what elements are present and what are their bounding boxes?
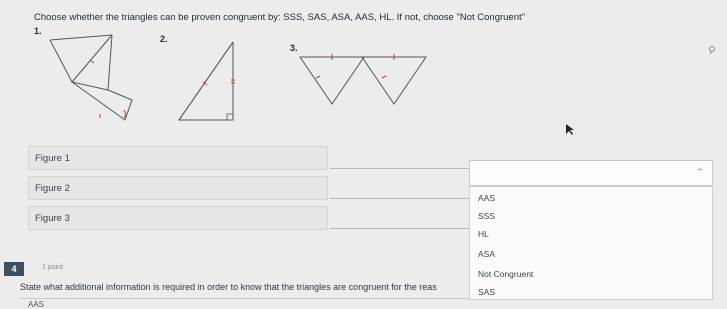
option-hl[interactable]: HL	[478, 229, 489, 239]
figure-number-1: 1.	[34, 26, 42, 36]
answer-input[interactable]: AAS	[28, 300, 45, 309]
figure-3-row: Figure 3	[28, 206, 328, 230]
question-points: 1 point	[42, 264, 64, 271]
figure-number-3: 3.	[290, 43, 298, 53]
option-sas[interactable]: SAS	[478, 287, 496, 297]
mouse-cursor-icon	[566, 124, 576, 136]
row-2-connector	[330, 198, 470, 199]
figure-number-2: 2.	[160, 34, 168, 44]
figure-1-diagram	[40, 30, 150, 130]
dropdown-options-list	[469, 186, 713, 300]
pin-icon	[706, 44, 718, 54]
answer-underline	[20, 298, 470, 299]
figure-1-row: Figure 1	[28, 146, 328, 170]
option-not-congruent[interactable]: Not Congruent	[478, 269, 534, 279]
option-aas[interactable]: AAS	[478, 193, 496, 203]
question-4-prompt: State what additional information is required in order to know that the triangles are congruent for the reas	[20, 282, 437, 292]
row-3-connector	[330, 228, 470, 229]
figure-3-diagram	[298, 52, 428, 112]
figure-2-diagram	[175, 40, 245, 130]
answer-dropdown[interactable]	[469, 160, 713, 186]
option-asa[interactable]: ASA	[478, 249, 496, 259]
question-prompt: Choose whether the triangles can be proven congruent by: SSS, SAS, ASA, AAS, HL. If not, choose "Not Congruent"	[34, 12, 526, 23]
chevron-up-icon[interactable]: ⌃	[696, 167, 704, 177]
figure-2-row: Figure 2	[28, 176, 328, 200]
row-1-connector	[330, 168, 470, 169]
option-sss[interactable]: SSS	[478, 211, 496, 221]
question-number-badge: 4	[4, 262, 24, 276]
